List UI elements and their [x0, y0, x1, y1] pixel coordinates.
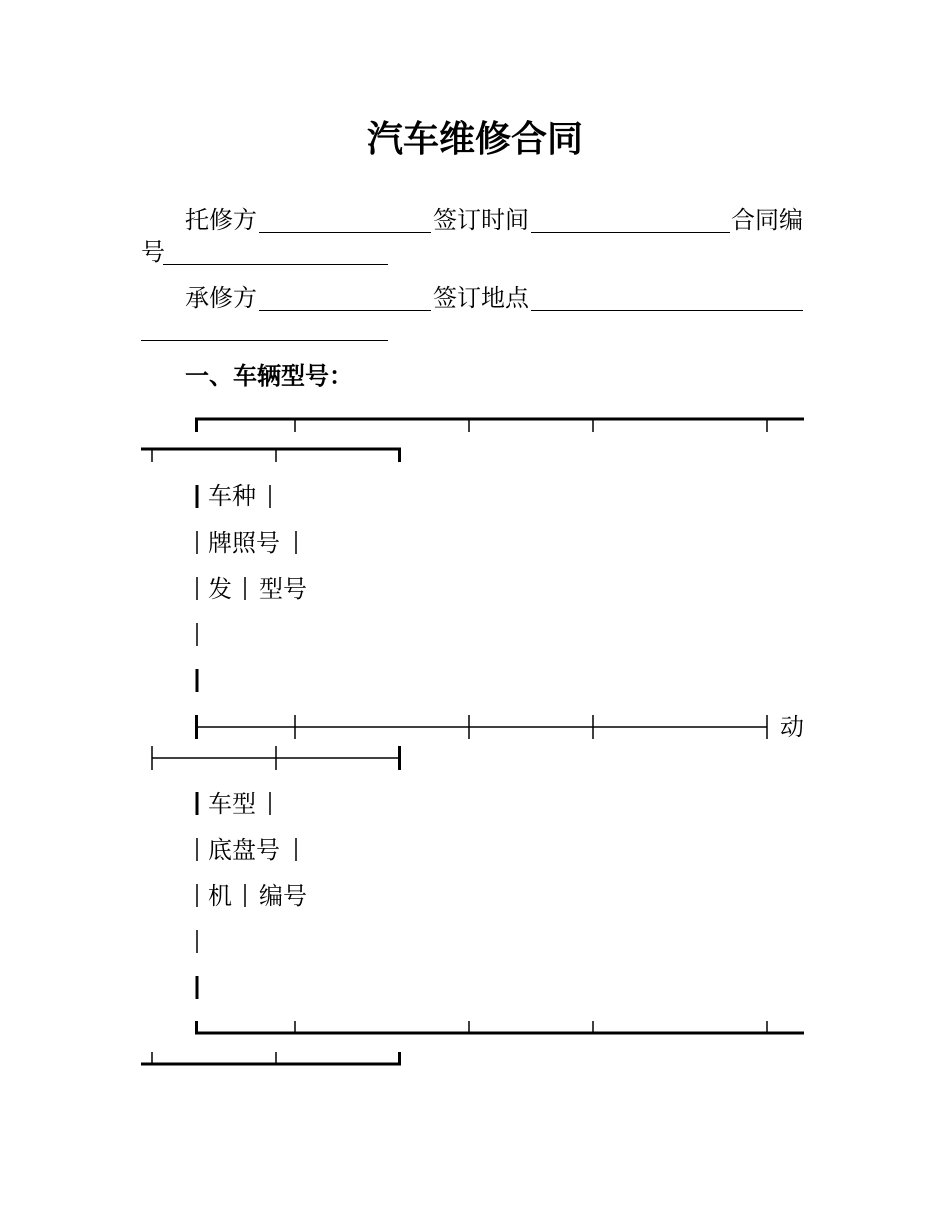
label-engine-char-1: 发	[208, 575, 232, 603]
label-vehicle-model: 车型	[208, 790, 256, 818]
sign-time-field[interactable]	[531, 232, 730, 233]
label-vehicle-kind: 车种	[208, 482, 256, 510]
label-engine-char-2: 动	[780, 713, 804, 741]
label-engine-serial: 编号	[259, 882, 307, 910]
sign-place-field[interactable]	[531, 310, 803, 311]
section-heading-vehicle-model: 一、车辆型号：	[185, 362, 353, 390]
contract-no-label: 合同编	[731, 206, 803, 234]
label-chassis-no: 底盘号	[208, 836, 280, 864]
label-plate-no: 牌照号	[208, 529, 280, 557]
document-title: 汽车维修合同	[366, 119, 583, 160]
label-engine-model: 型号	[259, 575, 307, 603]
party-b-field[interactable]	[259, 310, 431, 311]
party-b-label: 承修方	[185, 284, 257, 312]
label-machine-char: 机	[208, 882, 232, 910]
sign-place-field-continued[interactable]	[141, 340, 388, 341]
sign-time-label: 签订时间	[433, 206, 529, 234]
party-a-field[interactable]	[259, 232, 431, 233]
contract-no-label-end: 号	[141, 238, 165, 266]
party-a-label: 托修方	[185, 206, 257, 234]
contract-no-field[interactable]	[163, 264, 388, 265]
sign-place-label: 签订地点	[433, 284, 529, 312]
